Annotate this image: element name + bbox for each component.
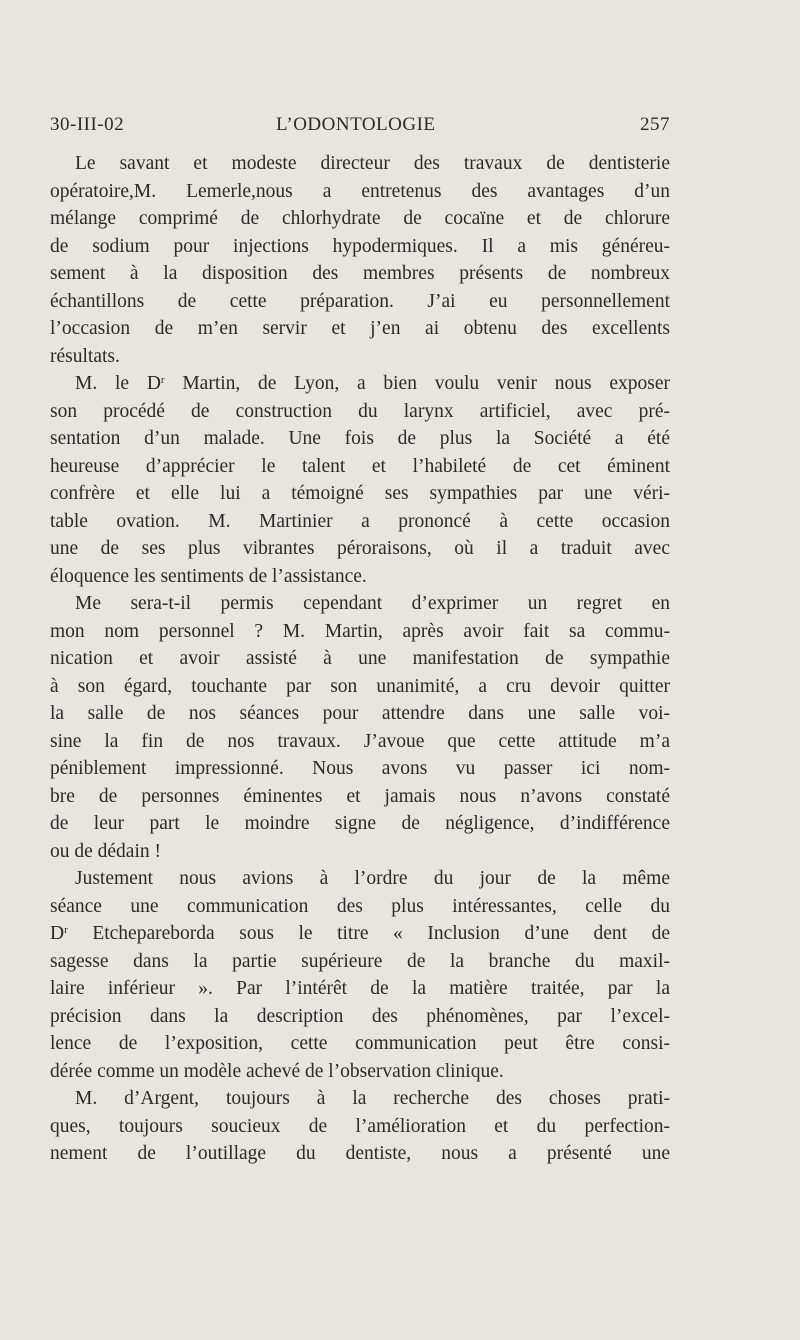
text-line: résultats.	[50, 345, 120, 367]
text-line: nement de l’outillage du dentiste, nous a présenté une	[50, 1143, 670, 1164]
text-line: l’occasion de m’en servir et j’en ai obtenu des excellents	[50, 318, 670, 339]
text-line: dérée comme un modèle achevé de l’observation clinique.	[50, 1060, 504, 1082]
text-line: précision dans la description des phénomènes, par l’excel-	[50, 1005, 670, 1027]
superscript: r	[64, 924, 68, 936]
line-head: M. le D	[75, 373, 161, 394]
text-line: sentation d’un malade. Une fois de plus la Société a été	[50, 428, 670, 449]
text-line: sine la fin de nos travaux. J’avoue que cette attitude m’a	[50, 730, 670, 752]
text-line: éloquence les sentiments de l’assistance.	[50, 565, 367, 587]
text-line: lence de l’exposition, cette communication peut être consi-	[50, 1033, 670, 1054]
text-line: Me sera-t-il permis cependant d’exprimer un regret en	[75, 593, 670, 614]
text-line: heureuse d’apprécier le talent et l’habileté de cet éminent	[50, 455, 670, 477]
text-line-with-superscript	[50, 920, 670, 948]
text-line: la salle de nos séances pour attendre dans une salle voi-	[50, 703, 670, 724]
text-line: ou de dédain !	[50, 840, 162, 862]
text-line: séance une communication des plus intéressantes, celle du	[50, 895, 670, 917]
text-line: confrère et elle lui a témoigné ses sympathies par une véri-	[50, 483, 670, 504]
text-line: son procédé de construction du larynx artificiel, avec pré-	[50, 400, 670, 422]
page-number: 257	[640, 114, 670, 135]
body-text	[50, 150, 670, 1168]
text-line: mélange comprimé de chlorhydrate de cocaïne et de chlorure	[50, 208, 670, 229]
text-line: sagesse dans la partie supérieure de la branche du maxil-	[50, 950, 670, 972]
text-line: péniblement impressionné. Nous avons vu passer ici nom-	[50, 758, 670, 779]
text-line: opératoire,M. Lemerle,nous a entretenus des avantages d’un	[50, 180, 670, 202]
running-header	[50, 114, 670, 144]
line-tail: Etchepareborda sous le titre « Inclusion d’une dent de	[67, 923, 670, 944]
text-line: échantillons de cette préparation. J’ai eu personnellement	[50, 290, 670, 312]
text-line: de sodium pour injections hypodermiques. Il a mis généreu-	[50, 235, 670, 257]
text-line: sement à la disposition des membres présents de nombreux	[50, 263, 670, 284]
text-line: Justement nous avions à l’ordre du jour de la même	[75, 868, 670, 889]
text-line: à son égard, touchante par son unanimité, a cru devoir quitter	[50, 675, 670, 697]
text-line: table ovation. M. Martinier a prononcé à cette occasion	[50, 510, 670, 532]
text-line: une de ses plus vibrantes péroraisons, où il a traduit avec	[50, 538, 670, 559]
text-line-with-superscript	[50, 370, 670, 398]
text-line: ques, toujours soucieux de l’amélioration et du perfection-	[50, 1115, 670, 1137]
text-line: bre de personnes éminentes et jamais nous n’avons constaté	[50, 785, 670, 807]
text-line: de leur part le moindre signe de négligence, d’indifférence	[50, 813, 670, 834]
header-journal-title: L’ODONTOLOGIE	[276, 114, 436, 135]
text-line: laire inférieur ». Par l’intérêt de la matière traitée, par la	[50, 978, 670, 999]
text-line: M. d’Argent, toujours à la recherche des choses prati-	[75, 1088, 670, 1109]
text-line: mon nom personnel ? M. Martin, après avoir fait sa commu-	[50, 620, 670, 642]
text-line: Le savant et modeste directeur des travaux de dentisterie	[75, 153, 670, 174]
line-head: D	[50, 923, 65, 944]
text-line: nication et avoir assisté à une manifestation de sympathie	[50, 648, 670, 669]
line-tail: Martin, de Lyon, a bien voulu venir nous exposer	[164, 373, 670, 394]
superscript: r	[160, 374, 165, 386]
header-date: 30-III-02	[50, 114, 125, 135]
